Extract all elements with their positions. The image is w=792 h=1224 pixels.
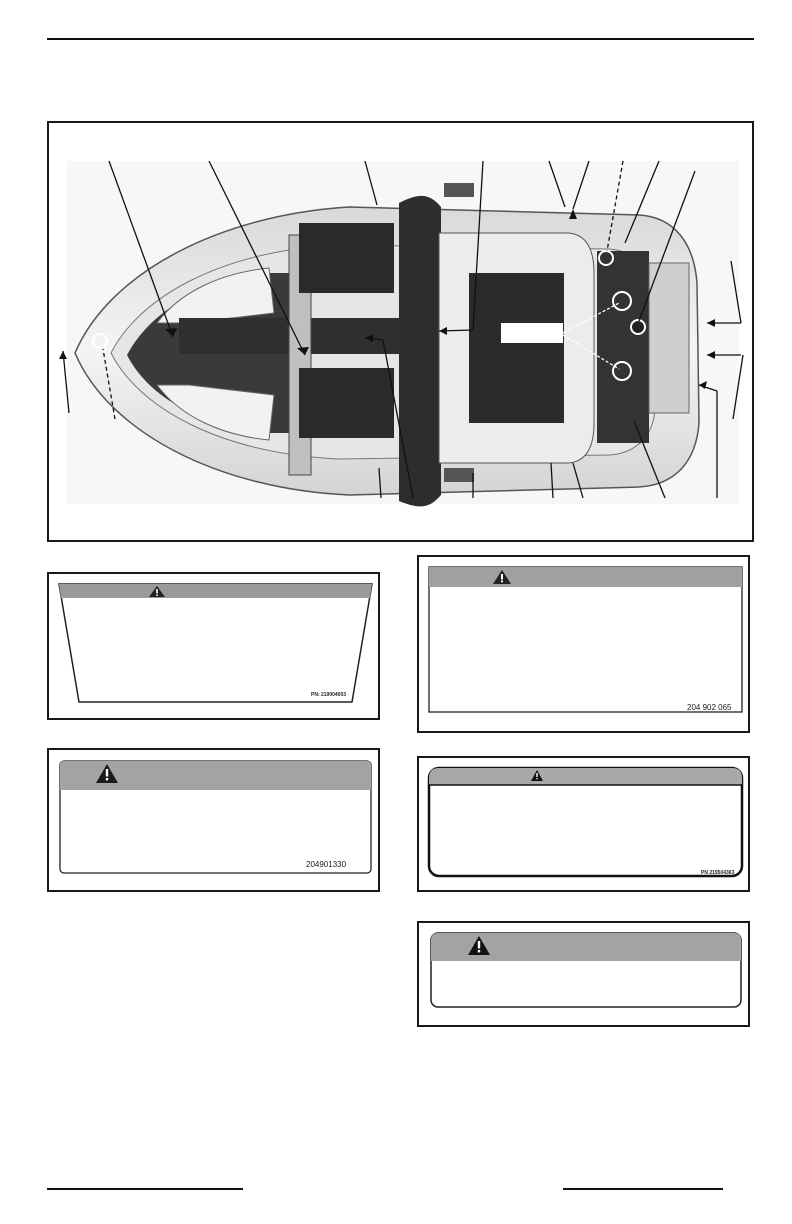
passenger-console	[299, 368, 394, 438]
safety-label-a	[47, 572, 380, 720]
footer-rule-right	[563, 1188, 723, 1190]
label-b-header	[429, 567, 742, 587]
marker-rear-c	[631, 320, 645, 334]
safety-label-b	[417, 555, 750, 733]
boat-illustration	[49, 123, 756, 544]
safety-label-c	[47, 748, 380, 892]
part-number-label-b: 204 902 065	[687, 703, 732, 712]
header-rule	[47, 38, 754, 40]
footer-rule-left	[47, 1188, 243, 1190]
label-d-header	[429, 768, 742, 785]
tower-light-top	[444, 183, 474, 197]
safety-label-d	[417, 756, 750, 892]
tower-light-bottom	[444, 468, 474, 482]
part-number-label-d: PN 219504363	[701, 870, 735, 876]
boat-top-view-figure	[47, 121, 754, 542]
helm-console	[299, 223, 394, 293]
label-a-header	[59, 584, 372, 598]
part-number-label-a: PN: 219004003	[311, 692, 347, 698]
callout-block	[501, 323, 563, 343]
label-a-outline	[59, 584, 372, 702]
rear-deck	[597, 251, 649, 443]
swim-platform	[649, 263, 689, 413]
safety-label-e	[417, 921, 750, 1027]
cockpit-floor	[469, 273, 564, 423]
label-b-outline	[429, 567, 742, 712]
part-number-label-c: 204901330	[306, 860, 347, 869]
